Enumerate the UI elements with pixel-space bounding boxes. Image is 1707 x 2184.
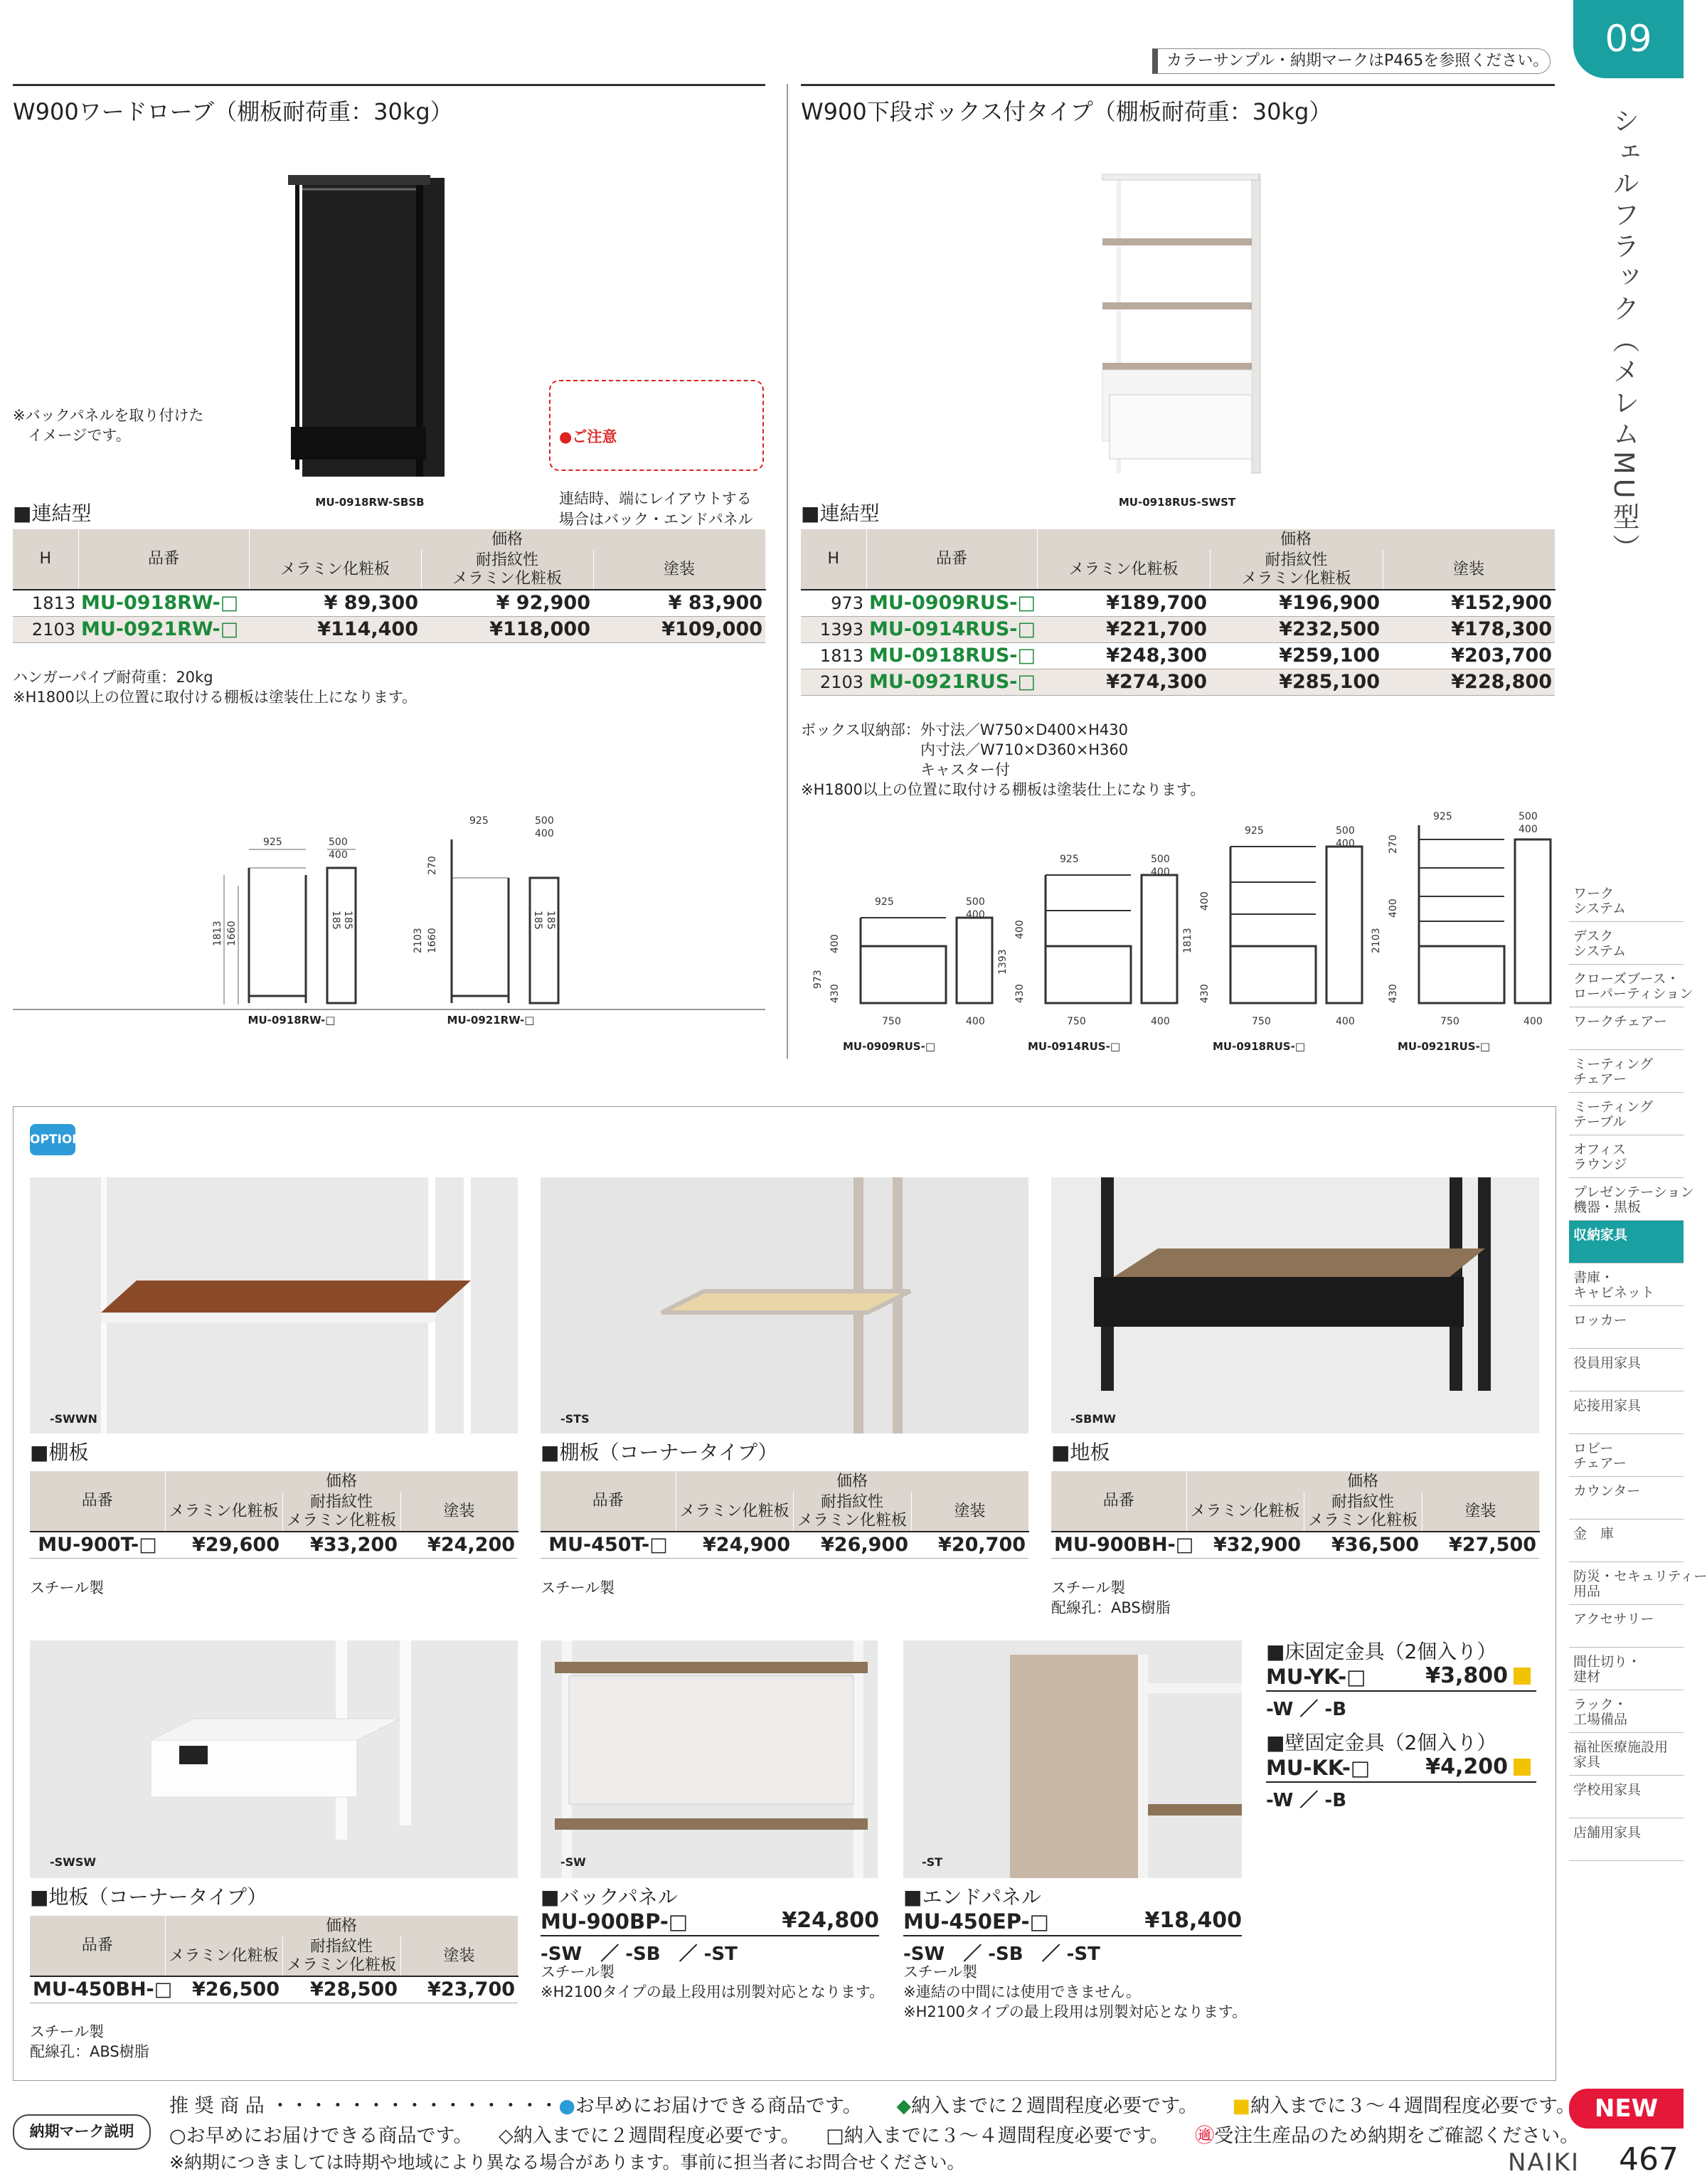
dim-side: 185 (532, 911, 543, 930)
dim-box-width: 750 (1067, 1016, 1086, 1027)
sidenav-item[interactable]: オフィス ラウンジ (1569, 1135, 1684, 1178)
cell-price: ¥178,300 (1383, 616, 1555, 642)
dim-box-depth: 400 (966, 1016, 985, 1027)
legend-text: 納入までに３〜４週間程度必要です。 (1250, 2095, 1575, 2117)
product-price: ¥4,200 (1425, 1754, 1508, 1779)
base-plate-photo (1051, 1177, 1539, 1433)
col-melamine: メラミン化粧板 (1186, 1492, 1304, 1532)
table-title: ■連結型 (801, 502, 880, 525)
cell-price: ¥32,900 (1186, 1532, 1304, 1559)
end-panel-photo (903, 1640, 1242, 1878)
dim-depth-inner: 400 (966, 909, 985, 921)
col-paint: 塗装 (1383, 550, 1555, 590)
dim-inner: 1660 (226, 921, 238, 946)
cell-code[interactable]: MU-0918RUS-□ (866, 642, 1037, 669)
cell-price: ¥28,500 (282, 1976, 400, 2003)
drawing-caption: MU-0914RUS-□ (1027, 1040, 1120, 1053)
dim-height: 1813 (212, 921, 223, 946)
caution-title: ●ご注意 (559, 428, 617, 445)
price-table-left (13, 529, 766, 643)
sidenav-item[interactable]: カウンター (1569, 1477, 1684, 1520)
cell-price: ¥ 92,900 (421, 590, 593, 617)
cell-code[interactable]: MU-0914RUS-□ (866, 616, 1037, 642)
col-code: 品番 (30, 1916, 165, 1976)
option-table-corner-base (30, 1916, 519, 2003)
corner-base-photo (30, 1640, 518, 1878)
product-title: ■棚板（コーナータイプ） (541, 1441, 778, 1464)
legend-line-2 (169, 2120, 1579, 2148)
table-row (801, 642, 1555, 669)
col-paint: 塗装 (593, 550, 765, 590)
wardrobe-photo (281, 171, 452, 484)
table-row (13, 590, 765, 617)
dim-width: 925 (1060, 854, 1079, 865)
variants: -W ／ -B (1266, 1699, 1347, 1720)
dim-box-height: 430 (1014, 984, 1026, 1003)
product-title: ■バックパネル (541, 1885, 678, 1909)
cell-price: ¥109,000 (593, 616, 765, 642)
table-header-row (13, 529, 765, 550)
order-mark-icon: ㊜ (1195, 2125, 1215, 2147)
drawing-caption: MU-0909RUS-□ (842, 1040, 935, 1053)
diamond-mark-icon: ◆ (896, 2095, 912, 2117)
drawing-caption: MU-0921RW-□ (447, 1014, 535, 1027)
col-paint: 塗装 (400, 1492, 518, 1532)
dimension-drawings-rus (804, 811, 1558, 1039)
dim-box-width: 750 (882, 1016, 901, 1027)
table-notes: ボックス収納部：外寸法／W750×D400×H430 内寸法／W710×D360×H360 キャスター付 ※H1800以上の位置に取付ける棚板は塗装仕上になります。 (801, 721, 1206, 798)
section-title: W900ワードローブ（棚板耐荷重：30kg） (13, 98, 453, 125)
col-paint: 塗装 (1422, 1492, 1539, 1532)
table-row (801, 669, 1555, 695)
cell-price: ¥33,200 (282, 1532, 400, 1559)
cell-h: 1393 (801, 616, 866, 642)
sidenav-item[interactable]: 書庫・ キャビネット (1569, 1263, 1684, 1306)
divider (1266, 1781, 1536, 1783)
cell-price: ¥228,800 (1383, 669, 1555, 695)
circle-mark-icon: ● (558, 2095, 575, 2117)
sidenav-item[interactable]: ミーティング チェアー (1569, 1050, 1684, 1093)
dim-depth-inner: 400 (1519, 824, 1538, 835)
col-fingerprint: 耐指紋性 メラミン化粧板 (282, 1492, 400, 1532)
variants: -SW ／ -SB ／ -ST (541, 1944, 738, 1965)
cell-price: ¥259,100 (1210, 642, 1383, 669)
product-price: ¥18,400 (1144, 1908, 1242, 1933)
cell-code[interactable]: MU-450T-□ (541, 1532, 676, 1559)
delivery-marker (1514, 1668, 1531, 1685)
photo-caption: -ST (922, 1855, 943, 1869)
legend-text: お早めにお届けできる商品です。 (575, 2095, 862, 2117)
divider (903, 1935, 1242, 1936)
product-note: スチール製 (30, 1579, 105, 1596)
dim-depth-outer: 500 (329, 837, 348, 848)
cell-h: 2103 (801, 669, 866, 695)
top-note: カラーサンプル・納期マークはP465を参照ください。 (1152, 48, 1551, 74)
col-h: H (13, 529, 78, 590)
dim-height: 1393 (997, 949, 1009, 975)
sidenav-item[interactable]: ロッカー (1569, 1306, 1684, 1349)
col-code: 品番 (541, 1471, 676, 1532)
cell-h: 2103 (13, 616, 78, 642)
sidenav-item[interactable]: ロビー チェアー (1569, 1434, 1684, 1477)
sidenav-item[interactable]: ミーティング テーブル (1569, 1093, 1684, 1135)
cell-price: ¥285,100 (1210, 669, 1383, 695)
col-melamine: メラミン化粧板 (1037, 550, 1210, 590)
cell-price: ¥274,300 (1037, 669, 1210, 695)
dim-depth-outer: 500 (535, 815, 554, 827)
cell-price: ¥248,300 (1037, 642, 1210, 669)
dim-height: 973 (812, 970, 824, 989)
legend-text: 納入までに２週間程度必要です。 (911, 2095, 1198, 2117)
cell-price: ¥36,500 (1304, 1532, 1422, 1559)
option-table-base (1051, 1471, 1540, 1559)
legend-text: ◇納入までに２週間程度必要です。 (499, 2125, 800, 2147)
cell-price: ¥24,200 (400, 1532, 518, 1559)
dim-shelf-pitch: 400 (829, 934, 841, 953)
product-title: ■エンドパネル (903, 1885, 1041, 1909)
dim-depth-inner: 400 (1151, 866, 1170, 878)
dim-height: 1813 (1182, 928, 1193, 953)
divider (13, 1009, 765, 1010)
drawing-0921rus (1371, 811, 1551, 1027)
cell-price: ¥23,700 (400, 1976, 518, 2003)
corner-shelf-photo (541, 1177, 1028, 1433)
dim-height: 2103 (413, 928, 424, 953)
cell-code[interactable]: MU-0918RW-□ (78, 590, 249, 617)
legend-text: ○お早めにお届けできる商品です。 (169, 2125, 473, 2147)
dim-top: 270 (1388, 834, 1399, 854)
col-fingerprint: 耐指紋性 メラミン化粧板 (1304, 1492, 1422, 1532)
table-title: ■連結型 (13, 502, 92, 525)
dim-box-depth: 400 (1151, 1016, 1170, 1027)
cell-price: ¥26,900 (793, 1532, 911, 1559)
col-price: 価格 (165, 1916, 518, 1936)
dim-width: 925 (875, 896, 894, 908)
dim-side: 185 (330, 911, 341, 930)
col-price: 価格 (165, 1471, 518, 1492)
product-note: スチール製 配線孔：ABS樹脂 (30, 2023, 149, 2060)
drawing-caption: MU-0918RUS-□ (1212, 1040, 1305, 1053)
col-price: 価格 (1037, 529, 1555, 550)
drawing-caption: MU-0921RUS-□ (1397, 1040, 1490, 1053)
sidenav-item[interactable]: 役員用家具 (1569, 1349, 1684, 1391)
cell-price: ¥114,400 (249, 616, 421, 642)
product-title: ■棚板 (30, 1441, 89, 1464)
cell-h: 973 (801, 590, 866, 617)
dim-shelf-pitch: 400 (1014, 920, 1026, 939)
photo-caption: -SW (560, 1855, 586, 1869)
dim-side: 185 (342, 911, 353, 930)
product-code[interactable]: MU-KK-□ (1266, 1756, 1371, 1780)
dim-box-height: 430 (1199, 984, 1211, 1003)
col-melamine: メラミン化粧板 (165, 1936, 282, 1976)
product-note: スチール製 配線孔：ABS樹脂 (1051, 1579, 1171, 1616)
cell-code[interactable]: MU-0909RUS-□ (866, 590, 1037, 617)
product-title: ■壁固定金具（2個入り） (1266, 1731, 1497, 1754)
legend-text: □納入までに３〜４週間程度必要です。 (826, 2125, 1169, 2147)
cell-code[interactable]: MU-0921RUS-□ (866, 669, 1037, 695)
cell-code[interactable]: MU-900BH-□ (1051, 1532, 1186, 1559)
cell-price: ¥ 83,900 (593, 590, 765, 617)
dim-top: 270 (427, 856, 438, 875)
caution-text: 連結時、端にレイアウトする 場合はバック・エンドパネル (559, 490, 753, 528)
drawing-caption: MU-0918RW-□ (248, 1014, 336, 1027)
col-fingerprint: 耐指紋性 メラミン化粧板 (793, 1492, 911, 1532)
price-table-right (801, 529, 1556, 696)
table-row (801, 616, 1555, 642)
sidenav-item[interactable]: 金 庫 (1569, 1520, 1684, 1562)
brand: NAIKI (1508, 2148, 1580, 2177)
sidenav-item[interactable]: 収納家具 (1569, 1221, 1684, 1263)
cell-code[interactable]: MU-900T-□ (30, 1532, 165, 1559)
table-notes: ハンガーパイプ耐荷重：20kg ※H1800以上の位置に取付ける棚板は塗装仕上になります。 (13, 669, 418, 706)
dim-depth-outer: 500 (966, 896, 985, 908)
image-caption: MU-0918RUS-SWST (1118, 496, 1236, 509)
dim-box-depth: 400 (1336, 1016, 1355, 1027)
back-panel-photo (541, 1640, 878, 1878)
variants: -W ／ -B (1266, 1790, 1347, 1811)
product-code[interactable]: MU-YK-□ (1266, 1665, 1366, 1689)
product-code[interactable]: MU-450EP-□ (903, 1909, 1049, 1934)
sidenav-item[interactable]: 福祉医療施設用 家具 (1569, 1733, 1684, 1776)
col-code: 品番 (1051, 1471, 1186, 1532)
delivery-marker (1514, 1759, 1531, 1776)
dim-width: 925 (1433, 811, 1452, 822)
cell-price: ¥152,900 (1383, 590, 1555, 617)
dim-depth-outer: 500 (1336, 825, 1355, 837)
chapter-tab[interactable]: 09 (1573, 0, 1684, 78)
sidenav-item[interactable]: アクセサリー (1569, 1605, 1684, 1648)
dimension-drawing-0921rw (413, 811, 626, 1024)
caution-box (549, 380, 764, 528)
sidenav-item[interactable]: クローズブース・ ローパーティション (1569, 965, 1684, 1007)
col-price: 価格 (1186, 1471, 1539, 1492)
dim-shelf-pitch: 400 (1199, 891, 1211, 911)
sidenav-item[interactable]: プレゼンテーション 機器・黒板 (1569, 1178, 1684, 1221)
new-badge: NEW (1569, 2089, 1684, 2129)
product-title: ■地板 (1051, 1441, 1110, 1464)
col-code: 品番 (78, 529, 249, 590)
box-shelf-photo (1088, 171, 1273, 477)
col-melamine: メラミン化粧板 (165, 1492, 282, 1532)
sidenav-item[interactable]: 間仕切り・ 建材 (1569, 1648, 1684, 1690)
product-title: ■地板（コーナータイプ） (30, 1885, 267, 1909)
side-nav (1569, 879, 1707, 1861)
delivery-mark-label: 納期マーク説明 (13, 2114, 151, 2150)
dim-box-width: 750 (1440, 1016, 1459, 1027)
product-note: スチール製 ※連結の中間には使用できません。 ※H2100タイプの最上段用は別製対応となります。 (903, 1963, 1248, 2020)
section-rule (801, 84, 1555, 86)
cell-price: ¥27,500 (1422, 1532, 1539, 1559)
dim-width: 925 (263, 837, 282, 848)
cell-h: 1813 (801, 642, 866, 669)
dim-shelf-pitch: 400 (1388, 898, 1399, 918)
sidenav-item[interactable]: デスク システム (1569, 922, 1684, 965)
cell-price: ¥26,500 (165, 1976, 282, 2003)
dim-height: 2103 (1371, 928, 1382, 953)
cell-price: ¥24,900 (676, 1532, 793, 1559)
cell-price: ¥29,600 (165, 1532, 282, 1559)
cell-code[interactable]: MU-0921RW-□ (78, 616, 249, 642)
dim-width: 925 (1245, 825, 1264, 837)
dim-side: 185 (545, 911, 556, 930)
cell-price: ¥118,000 (421, 616, 593, 642)
product-title: ■床固定金具（2個入り） (1266, 1640, 1497, 1663)
sidenav-item[interactable]: ワーク システム (1569, 879, 1684, 922)
product-price: ¥24,800 (782, 1908, 879, 1933)
sidenav-item[interactable]: 防災・セキュリティー 用品 (1569, 1562, 1684, 1605)
dim-depth-inner: 400 (535, 828, 554, 839)
product-price: ¥3,800 (1425, 1663, 1508, 1688)
table-row (801, 590, 1555, 617)
square-mark-icon: ■ (1232, 2095, 1251, 2117)
shelf-photo (30, 1177, 518, 1433)
dim-box-height: 430 (1388, 984, 1399, 1003)
product-note: スチール製 (541, 1579, 615, 1596)
photo-caption: -SWWN (50, 1412, 97, 1426)
option-tag: OPTION (30, 1124, 75, 1155)
col-fingerprint: 耐指紋性 メラミン化粧板 (421, 550, 593, 590)
table-header-row (801, 529, 1555, 550)
dim-depth-inner: 400 (1336, 838, 1355, 849)
variants: -SW ／ -SB ／ -ST (903, 1944, 1100, 1965)
dim-inner: 1660 (427, 928, 438, 953)
legend-line-3: ※納期につきましては時期や地域により異なる場合があります。事前に担当者にお問合せください。 (169, 2152, 965, 2173)
sidenav-item[interactable]: 店舗用家具 (1569, 1818, 1684, 1861)
col-code: 品番 (30, 1471, 165, 1532)
col-melamine: メラミン化粧板 (676, 1492, 793, 1532)
sidenav-item[interactable]: ラック・ 工場備品 (1569, 1690, 1684, 1733)
col-paint: 塗装 (400, 1936, 518, 1976)
section-title: W900下段ボックス付タイプ（棚板耐荷重：30kg） (801, 98, 1332, 125)
dim-depth-inner: 400 (329, 849, 348, 861)
col-price: 価格 (249, 529, 765, 550)
divider (1266, 1690, 1536, 1692)
cell-price: ¥196,900 (1210, 590, 1383, 617)
cell-code[interactable]: MU-450BH-□ (30, 1976, 165, 2003)
chapter-title: シェルフラック（メレムMU型） (1608, 107, 1639, 566)
dim-box-height: 430 (829, 984, 841, 1003)
col-melamine: メラミン化粧板 (249, 550, 421, 590)
image-note: ※バックパネルを取り付けた イメージです。 (13, 407, 204, 444)
cell-price: ¥232,500 (1210, 616, 1383, 642)
page-number: 467 (1619, 2141, 1679, 2178)
col-code: 品番 (866, 529, 1037, 590)
option-table-shelf (30, 1471, 519, 1559)
option-table-corner-shelf (541, 1471, 1029, 1559)
image-caption: MU-0918RW-SBSB (315, 496, 425, 509)
cell-price: ¥221,700 (1037, 616, 1210, 642)
photo-caption: -SBMW (1070, 1412, 1116, 1426)
photo-caption: -SWSW (50, 1855, 96, 1869)
legend-text: 受注生産品のため納期をご確認ください。 (1214, 2125, 1580, 2147)
product-note: スチール製 ※H2100タイプの最上段用は別製対応となります。 (541, 1963, 885, 2000)
col-h: H (801, 529, 866, 590)
table-row (13, 616, 765, 642)
cell-price: ¥189,700 (1037, 590, 1210, 617)
col-fingerprint: 耐指紋性 メラミン化粧板 (282, 1936, 400, 1976)
product-code[interactable]: MU-900BP-□ (541, 1909, 688, 1934)
col-fingerprint: 耐指紋性 メラミン化粧板 (1210, 550, 1383, 590)
drawing-0914rus (997, 854, 1177, 1027)
column-divider (787, 84, 788, 1059)
col-price: 価格 (676, 1471, 1028, 1492)
sidenav-item[interactable]: 応接用家具 (1569, 1391, 1684, 1434)
dim-depth-outer: 500 (1151, 854, 1170, 865)
dim-box-width: 750 (1252, 1016, 1271, 1027)
photo-caption: -STS (560, 1412, 590, 1426)
cell-price: ¥20,700 (911, 1532, 1028, 1559)
sidenav-item[interactable]: ワークチェアー (1569, 1007, 1684, 1050)
dim-depth-outer: 500 (1519, 811, 1538, 822)
cell-price: ¥203,700 (1383, 642, 1555, 669)
col-paint: 塗装 (911, 1492, 1028, 1532)
legend-prefix: 推 奨 商 品 ・・・・・・・・・・・・・・・ (169, 2095, 559, 2117)
cell-price: ¥ 89,300 (249, 590, 421, 617)
legend-line-1 (169, 2090, 1575, 2118)
divider (541, 1935, 879, 1936)
section-rule (13, 84, 765, 86)
dim-width: 925 (469, 815, 489, 827)
sidenav-item[interactable]: 学校用家具 (1569, 1776, 1684, 1818)
drawing-0918rus (1182, 825, 1362, 1027)
dim-box-depth: 400 (1523, 1016, 1543, 1027)
drawing-0909rus (812, 896, 992, 1027)
cell-h: 1813 (13, 590, 78, 617)
